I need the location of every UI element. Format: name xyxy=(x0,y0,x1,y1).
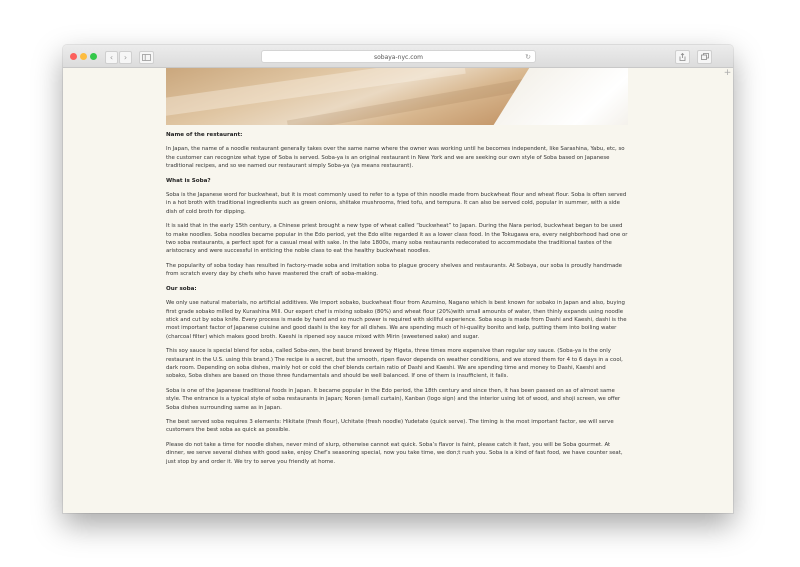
new-tab-icon[interactable]: + xyxy=(723,68,732,78)
hero-image xyxy=(166,68,628,125)
paragraph: The popularity of soba today has resulted in factory-made soba and imitation soba to plague grocery shelves and restaurants. At Sobaya, our soba is proudly handmade from scratch every day by chefs who have mastered the craft of soba-making. xyxy=(166,262,622,278)
tabs-icon[interactable] xyxy=(697,50,712,64)
paragraph: Please do not take a time for noodle dishes, never mind of slurp, otherwise cannot eat quick. Soba’s flavor is faint, please catch it fast, you will be Soba gourmet. At dinner, we serve several dishes with good sake, enjoy Chef’s seasoning special, now you take time, we don;t rush you. Soba is a kind of fast food, we have counter seat, just stop by and order it. We try to serve you friendly at home. xyxy=(166,441,623,465)
address-bar[interactable] xyxy=(261,50,536,63)
url-text: sobaya-nyc.com xyxy=(373,54,424,61)
section-heading: Our soba: xyxy=(166,285,197,292)
section-heading: What is Soba? xyxy=(166,177,211,184)
zoom-window-button[interactable] xyxy=(90,53,97,60)
browser-toolbar xyxy=(63,45,733,68)
minimize-window-button[interactable] xyxy=(80,53,87,60)
sidebar-icon[interactable] xyxy=(139,51,154,64)
paragraph: Soba is the Japanese word for buckwheat, but it is most commonly used to refer to a type of thin noodle made from buckwheat flour and wheat flour. Soba is often served in a hot broth with traditional ingredients such as green onions, shiitake mushrooms, fried tofu, and tempura. It can also be served cold, popular in summer, with a side dish of cold broth for dipping. xyxy=(166,192,627,215)
forward-button[interactable]: › xyxy=(119,51,132,64)
section-heading: Name of the restaurant: xyxy=(166,132,243,138)
paragraph: This soy sauce is special blend for soba, called Soba-zen, the best brand brewed by Higeta, three times more expensive than regular soy sauce. (Soba-ya is the only restaurant in the U.S. using this brand.) The recipe is a secret, but the smooth, ripen flavor depends on weather conditions, and we stored them for 4 to 6 days in a cool, dark room. Depending on soba dishes, mainly hot or cold the chef blends certain ratio of Dashi and Kaeshi. We are spending time and money to Dashi, Kaeshi and sobako, Soba dishes are based on those three fundamentals and should be well balanced. If one of them is insufficient, it fails. xyxy=(166,348,623,380)
paragraph: It is said that in the early 15th century, a Chinese priest brought a new type of wheat called “buckwheat” to Japan. During the Nara period, buckwheat began to be used to make noodles. Soba noodles became popular in the Edo period, yet the Edo elite regarded it as a lower class food. In the Tokugawa era, every neighborhood had one or two soba restaurants, a perfect spot for a casual meal with sake. In the late 1800s, many soba restaurants redecorated to accommodate the traditional tastes of the aristocracy and were successful in enticing the noble class to eat the healthy buckwheat noodles. xyxy=(166,223,628,255)
close-window-button[interactable] xyxy=(70,53,77,60)
back-button[interactable]: ‹ xyxy=(105,51,118,64)
paragraph: Soba is one of the Japanese traditional foods in Japan. It became popular in the Edo period, the 18th century and since then, it has been passed on as of almost same style. The entrance is a typical style of soba restaurants in Japan; Noren (small curtain), Kanban (logo sign) and the interior using lot of wood, and shoji screen, we offer Soba dishes surrounding same as in Japan. xyxy=(166,387,621,411)
paragraph: In Japan, the name of a noodle restaurant generally takes over the same name where the owner was working until he becomes independent, like Sarashina, Yabu, etc, so the customer can recognize what type of Soba is served. Soba-ya is an original restaurant in New York and we are seeking our own style of Soba based on Japanese traditional recipes, and so we named our restaurant simply Soba-ya (ya means restaurant). xyxy=(166,146,625,170)
page-content xyxy=(63,68,733,513)
paragraph: The best served soba requires 3 elements: Hikitate (fresh flour), Uchitate (fresh noodle) Yudetate (quick serve). The timing is the most important factor, we will serve customers the best soba as quick as possible. xyxy=(166,418,614,434)
browser-window xyxy=(63,45,733,513)
reload-icon[interactable]: ↻ xyxy=(525,53,531,61)
share-icon[interactable] xyxy=(675,50,690,64)
paragraph: We only use natural materials, no artificial additives. We import sobako, buckwheat flour from Azumino, Nagano which is best known for sobako in Japan and also, buying first grade sobako milled by Kurashina Mill. Our expert chef is mixing sobako (80%) and wheat flour (20%)with small amounts of water, then thinly expands using noodle stick and cut by soba knife. Every process is made by hand and so much power is required with skillful experience. Soba soup is made from Dashi and Kaeshi, dashi is the most important factor of Japanese cuisine and good dashi is the key for all dishes. We are spending much of hi-quality bonito and kelp, putting them into boiling water (charcoal filter) which makes good broth. Kaeshi is ripened soy sauce mixed with Mirin (sweetened sake) and sugar. xyxy=(166,300,627,340)
article xyxy=(166,131,628,472)
